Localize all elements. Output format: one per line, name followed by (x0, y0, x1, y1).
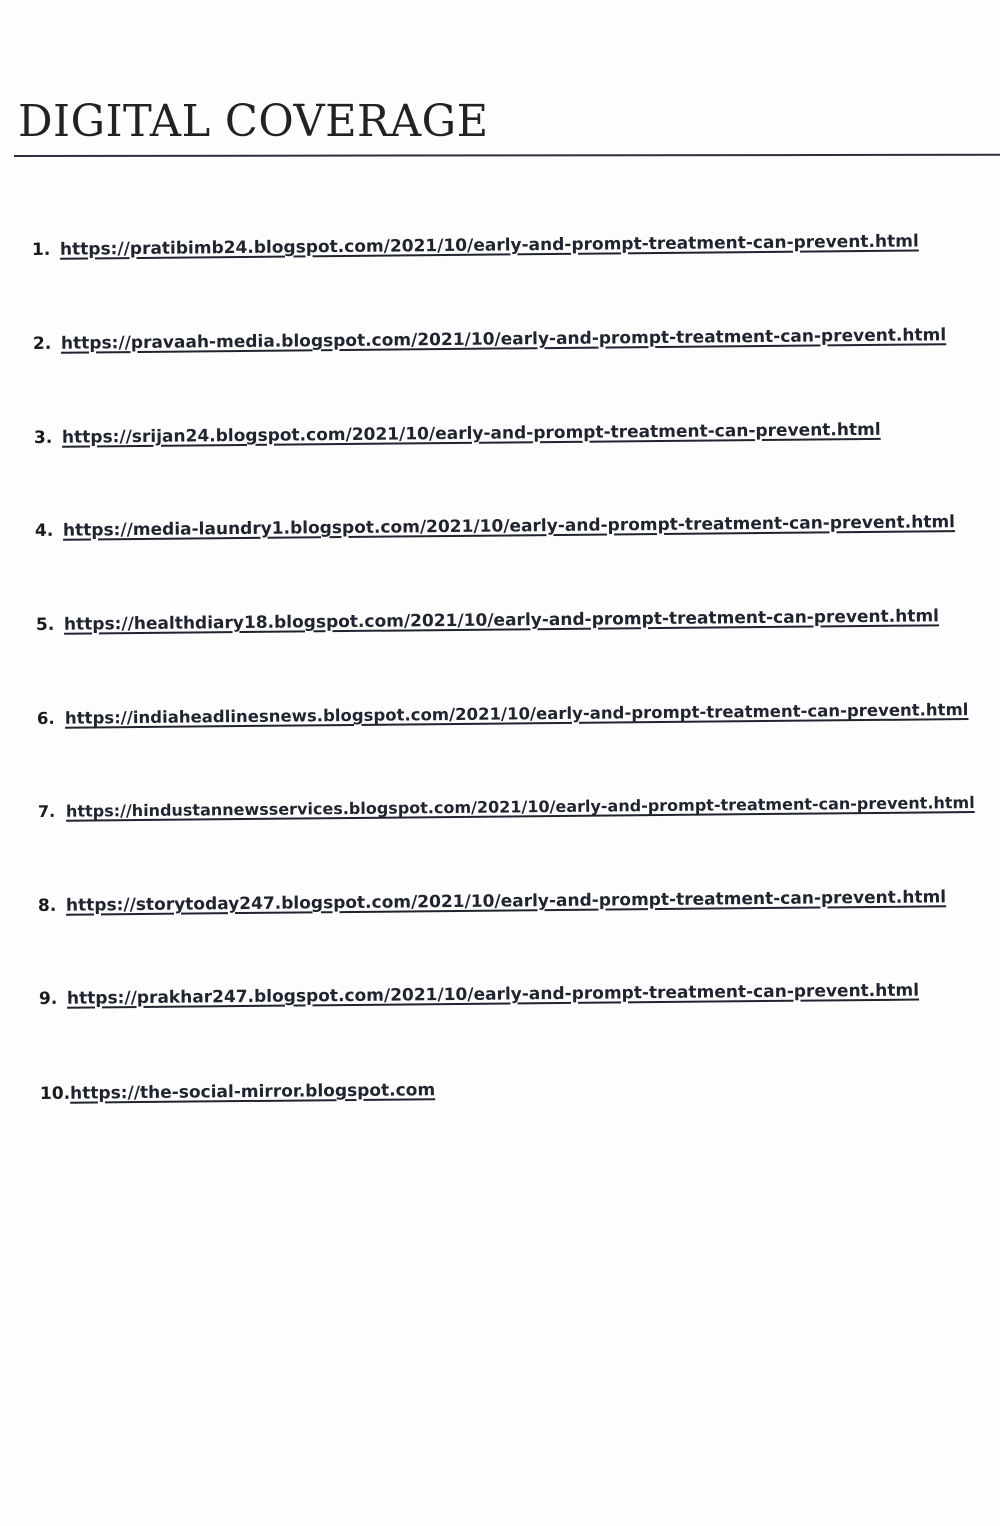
coverage-link[interactable]: https://srijan24.blogspot.com/2021/10/early-and-prompt-treatment-can-prevent.html (61, 419, 881, 448)
coverage-link[interactable]: https://pravaah-media.blogspot.com/2021/10/early-and-prompt-treatment-can-prevent.html (60, 325, 947, 354)
coverage-link[interactable]: https://media-laundry1.blogspot.com/2021/10/early-and-prompt-treatment-can-prevent.html (62, 512, 956, 541)
coverage-link[interactable]: https://healthdiary18.blogspot.com/2021/10/early-and-prompt-treatment-can-prevent.html (63, 606, 940, 635)
item-number: 10. (39, 1083, 71, 1104)
item-number: 5. (35, 614, 55, 635)
item-number: 4. (34, 520, 54, 541)
item-number: 1. (31, 239, 51, 260)
item-number: 8. (37, 895, 57, 916)
coverage-link[interactable]: https://hindustannewsservices.blogspot.com/2021/10/early-and-prompt-treatment-can-prevent.html (65, 793, 975, 821)
list-item (40, 1080, 435, 1104)
list-item (38, 887, 946, 916)
coverage-link[interactable]: https://storytoday247.blogspot.com/2021/10/early-and-prompt-treatment-can-prevent.html (65, 887, 947, 916)
list-item (36, 606, 939, 635)
list-item (39, 981, 919, 1009)
item-number: 3. (33, 427, 53, 448)
item-number: 9. (38, 988, 58, 1009)
item-number: 7. (37, 801, 56, 821)
coverage-link[interactable]: https://the-social-mirror.blogspot.com (70, 1080, 436, 1104)
coverage-link[interactable]: https://indiaheadlinesnews.blogspot.com/2021/10/early-and-prompt-treatment-can-prevent.html (64, 700, 969, 728)
title-divider (14, 154, 1000, 157)
list-item (37, 700, 969, 728)
list-item (34, 420, 881, 448)
coverage-link[interactable]: https://pratibimb24.blogspot.com/2021/10/early-and-prompt-treatment-can-prevent.html (59, 231, 919, 260)
list-item (33, 325, 946, 354)
page-title: DIGITAL COVERAGE (18, 96, 489, 147)
item-number: 6. (36, 708, 55, 728)
list-item (35, 512, 955, 541)
list-item (38, 793, 975, 821)
item-number: 2. (32, 333, 52, 354)
list-item (32, 231, 919, 260)
coverage-link[interactable]: https://prakhar247.blogspot.com/2021/10/early-and-prompt-treatment-can-prevent.html (66, 980, 920, 1009)
